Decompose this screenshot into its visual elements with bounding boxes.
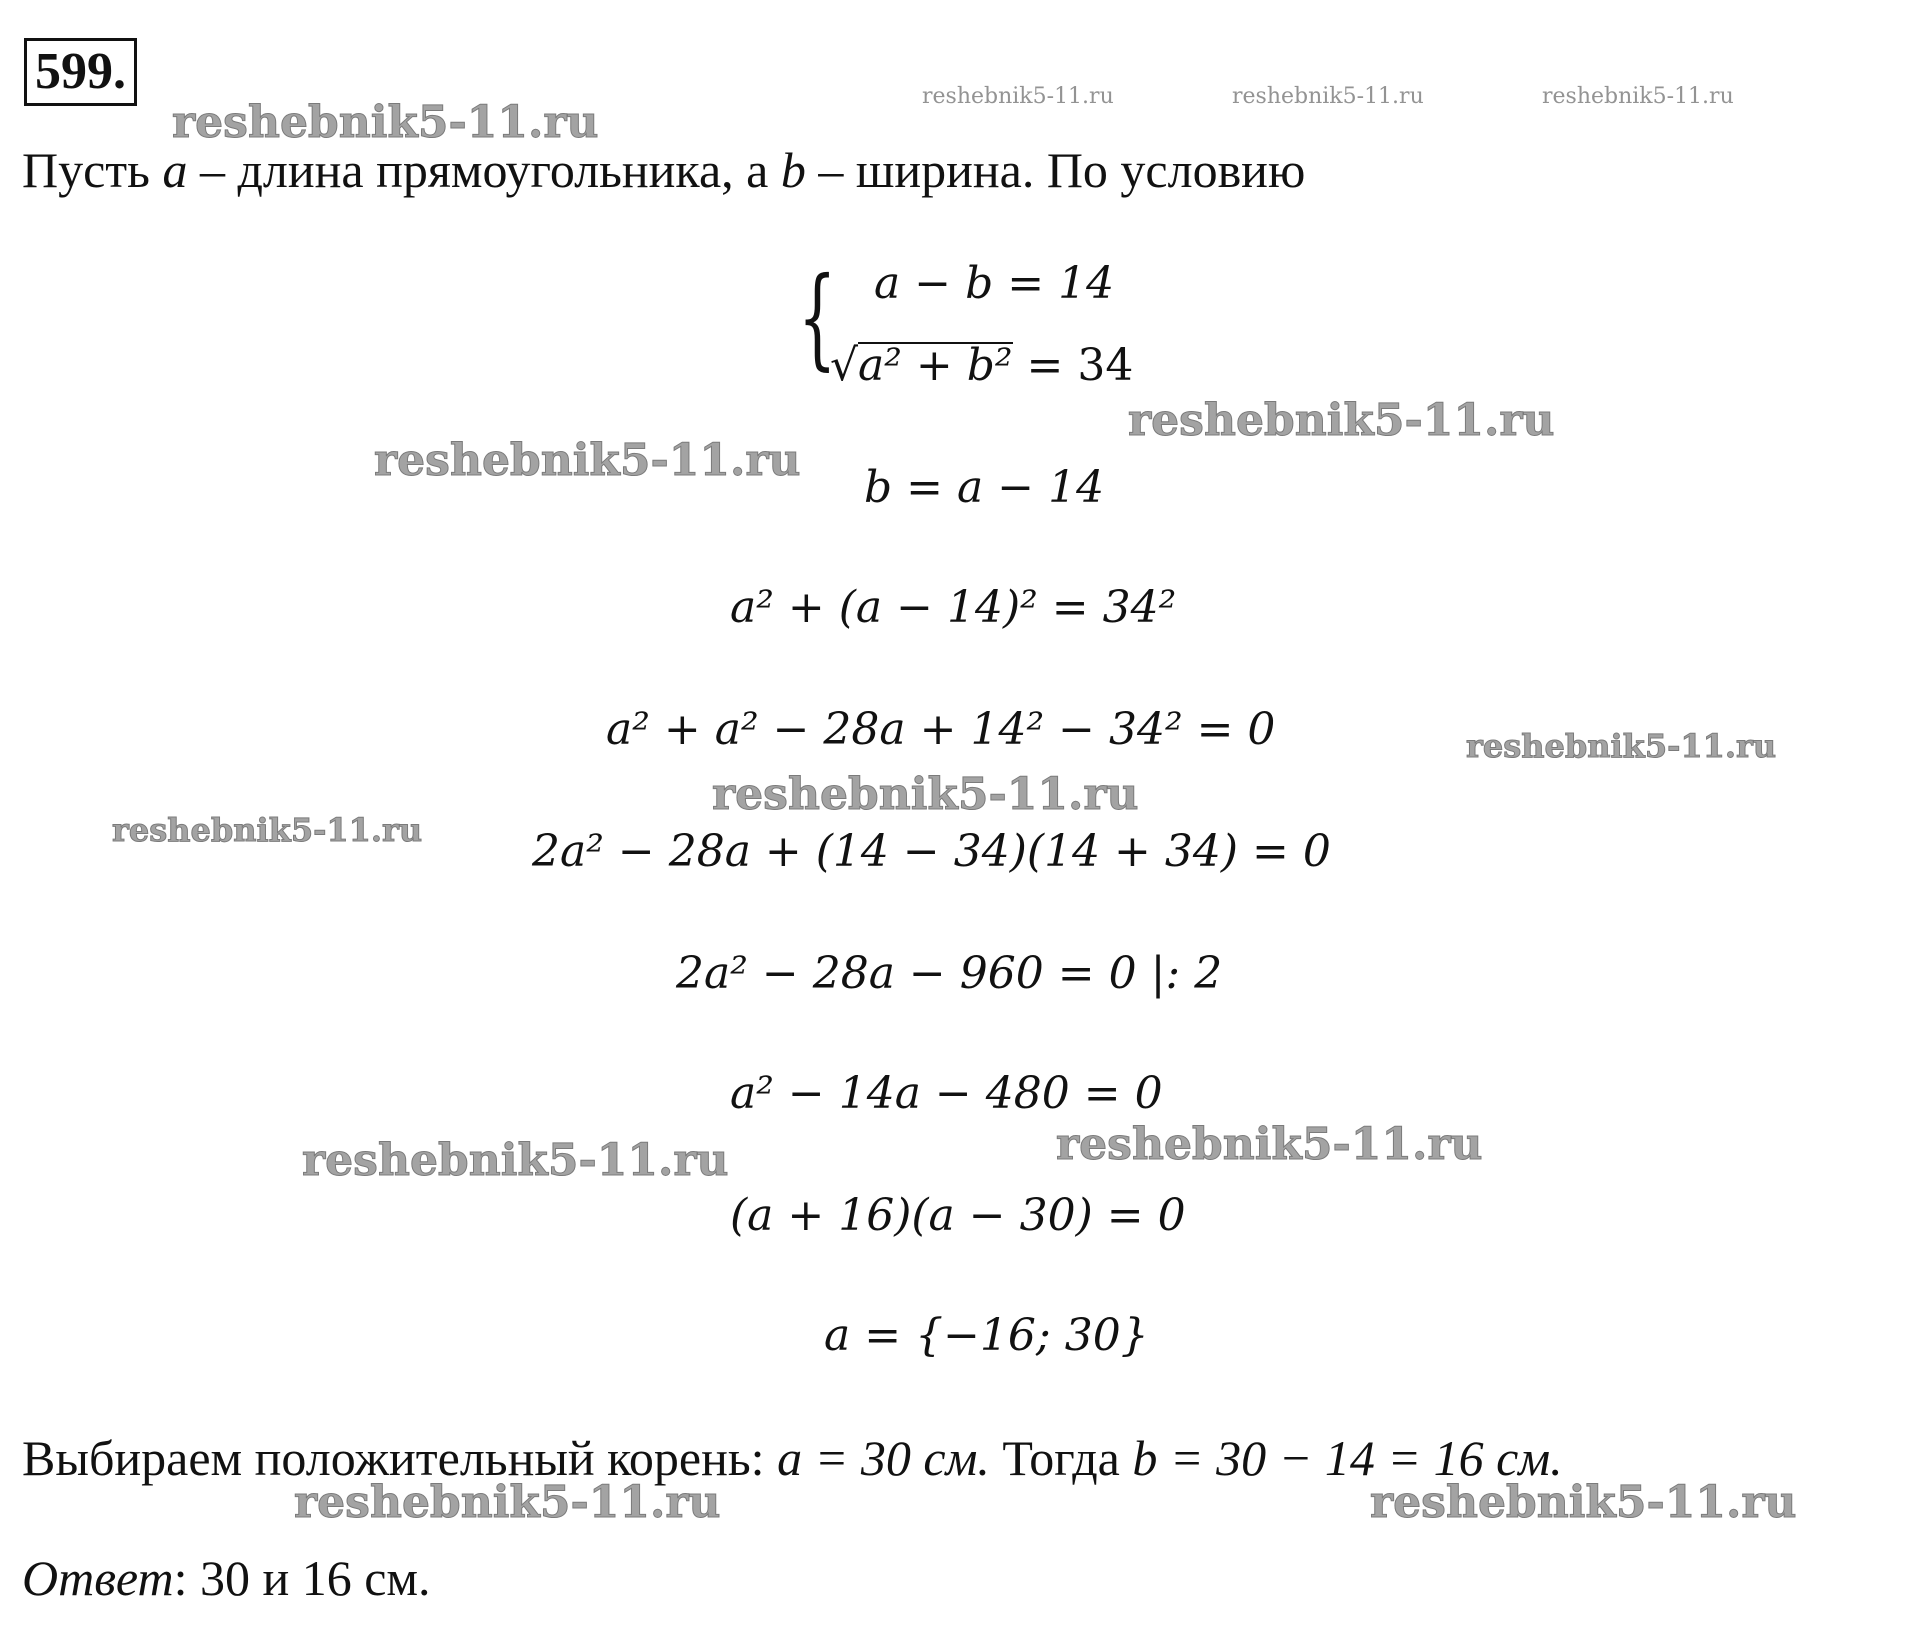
watermark: reshebnik5-11.ru	[1128, 395, 1555, 446]
watermark: reshebnik5-11.ru	[112, 811, 423, 849]
equation-line-3: a² + a² − 28a + 14² − 34² = 0	[606, 704, 1276, 755]
equation-roots: a = {−16; 30}	[824, 1310, 1149, 1361]
answer-label: Ответ	[22, 1550, 174, 1606]
equation-line-5: 2a² − 28a − 960 = 0 |: 2	[676, 948, 1223, 999]
conclusion-text: Выбираем положительный корень: a = 30 см. Тогда b = 30 − 14 = 16 см.	[22, 1430, 1563, 1486]
answer-text: Ответ: 30 и 16 см.	[22, 1550, 431, 1606]
watermark: reshebnik5-11.ru	[172, 97, 599, 148]
equation-line-4: 2a² − 28a + (14 − 34)(14 + 34) = 0	[532, 826, 1331, 877]
watermark: reshebnik5-11.ru	[374, 435, 801, 486]
watermark: reshebnik5-11.ru	[1056, 1119, 1483, 1170]
problem-number: 599.	[24, 38, 137, 106]
watermark: reshebnik5-11.ru	[1466, 727, 1777, 765]
watermark: reshebnik5-11.ru	[712, 769, 1139, 820]
equation-line-6: a² − 14a − 480 = 0	[730, 1068, 1163, 1119]
watermark: reshebnik5-11.ru	[1542, 84, 1734, 109]
watermark: reshebnik5-11.ru	[302, 1135, 729, 1186]
system-brace: {	[798, 253, 837, 381]
watermark: reshebnik5-11.ru	[922, 84, 1114, 109]
watermark: reshebnik5-11.ru	[1370, 1477, 1797, 1528]
intro-text: Пусть a – длина прямоугольника, а b – ширина. По условию	[22, 142, 1306, 198]
watermark: reshebnik5-11.ru	[294, 1477, 721, 1528]
system-equation-2: √ a² + b² = 34	[830, 340, 1134, 391]
watermark: reshebnik5-11.ru	[1232, 84, 1424, 109]
system-equation-1: a − b = 14	[874, 258, 1115, 309]
equation-line-7: (a + 16)(a − 30) = 0	[730, 1190, 1186, 1241]
equation-b-substitution: b = a − 14	[864, 462, 1105, 513]
equation-line-2: a² + (a − 14)² = 34²	[730, 582, 1177, 633]
